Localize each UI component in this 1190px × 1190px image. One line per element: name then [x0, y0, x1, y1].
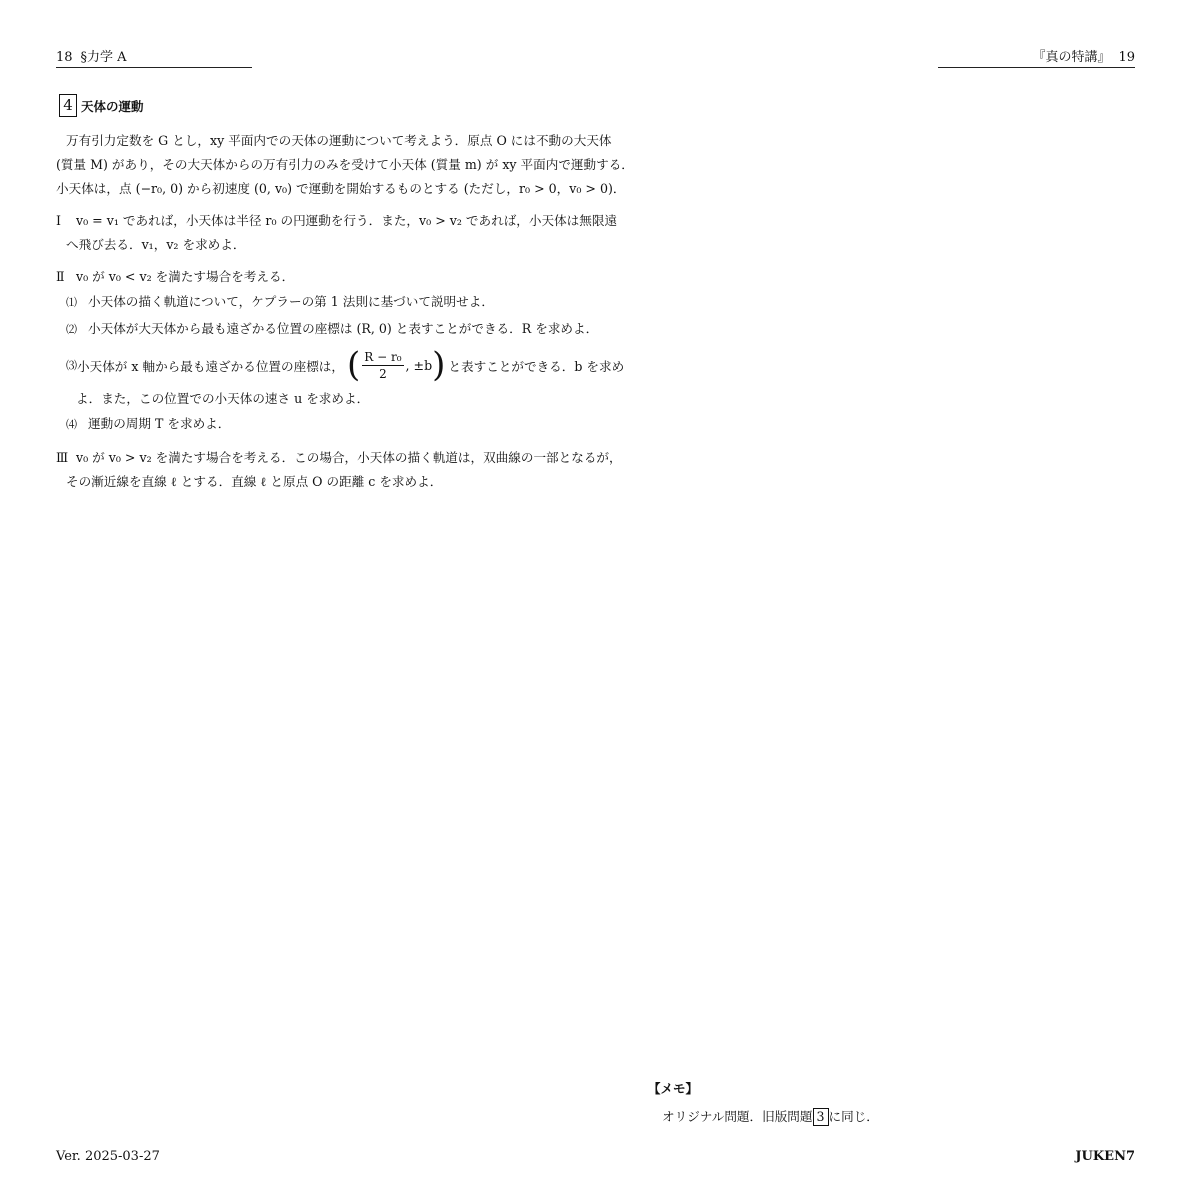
- memo-text-after: に同じ．: [828, 1109, 879, 1124]
- problem-number-box: 4: [59, 94, 77, 117]
- page-number-right: 19: [1118, 50, 1135, 65]
- question-label: Ⅰ: [56, 213, 61, 228]
- sub-label: ⑶: [66, 359, 77, 372]
- book-title: 『真の特講』: [1032, 50, 1111, 65]
- sub-question-3: [56, 343, 625, 387]
- section-title: §力学 A: [80, 50, 127, 65]
- question-1: [56, 209, 618, 257]
- memo-text: オリジナル問題．旧版問題: [662, 1109, 813, 1124]
- sub-label: ⑵: [66, 323, 77, 336]
- sub-text: 小天体が大天体から最も遠ざかる位置の座標は (R, 0) と表すことができる．R を求めよ．: [88, 321, 599, 336]
- question-text: v₀ が v₀ > v₂ を満たす場合を考える．この場合，小天体の描く軌道は，双曲線の一部となるが，: [76, 450, 622, 465]
- question-label: Ⅲ: [56, 450, 69, 465]
- header-left: [56, 50, 252, 68]
- problem-title-text: 天体の運動: [81, 98, 144, 114]
- sub-text: と表すことができる．b を求め: [448, 358, 625, 374]
- question-text-cont: その漸近線を直線 ℓ とする．直線 ℓ と原点 O の距離 c を求めよ．: [66, 474, 443, 489]
- memo-section: [648, 1080, 879, 1126]
- question-text: v₀ が v₀ < v₂ を満たす場合を考える．: [76, 269, 295, 284]
- coordinate-expression: [346, 345, 446, 385]
- fraction-denominator: 2: [379, 366, 387, 381]
- sub-question-3-cont: よ．また，この位置での小天体の速さ u を求めよ．: [76, 391, 370, 406]
- question-text-cont: へ飛び去る．v₁，v₂ を求めよ．: [66, 237, 246, 252]
- question-label: Ⅱ: [56, 269, 65, 284]
- coordinate-y: , ±b: [405, 357, 433, 373]
- question-text: v₀ = v₁ であれば，小天体は半径 r₀ の円運動を行う．また，v₀ > v₂ であれば，小天体は無限遠: [76, 213, 618, 228]
- intro-line: 万有引力定数を G とし，xy 平面内での天体の運動について考えよう．原点 O には不動の大天体: [66, 133, 612, 148]
- brand-label: JUKEN7: [1075, 1149, 1135, 1164]
- page-number-left: 18: [56, 50, 73, 65]
- question-3: [56, 446, 622, 494]
- problem-content: [56, 94, 634, 494]
- intro-line: (質量 M) があり，その大天体からの万有引力のみを受けて小天体 (質量 m) が xy 平面内で運動する．: [56, 157, 634, 172]
- sub-text: 小天体が x 軸から最も遠ざかる位置の座標は，: [77, 358, 344, 374]
- sub-question-2: [56, 316, 599, 343]
- sub-label: ⑷: [66, 418, 77, 431]
- sub-question-1: [56, 289, 546, 316]
- memo-problem-box: 3: [813, 1108, 829, 1126]
- version-label: Ver. 2025-03-27: [56, 1149, 160, 1164]
- problem-intro: [56, 129, 634, 201]
- fraction: [362, 349, 403, 382]
- left-paren: (: [346, 345, 361, 385]
- sub-label: ⑴: [66, 296, 77, 309]
- memo-title: 【メモ】: [648, 1081, 699, 1096]
- intro-line: 小天体は，点 (−r₀, 0) から初速度 (0, v₀) で運動を開始するものとする (ただし，r₀ > 0，v₀ > 0)．: [56, 181, 626, 196]
- sub-text: 運動の周期 T を求めよ．: [88, 416, 231, 431]
- sub-text: 小天体の描く軌道について，ケプラーの第 1 法則に基づいて説明せよ．: [88, 294, 494, 309]
- header-right: [938, 50, 1135, 68]
- right-paren: ): [432, 345, 446, 385]
- question-2: [56, 265, 625, 438]
- memo-body: [662, 1108, 879, 1126]
- problem-title: [59, 94, 546, 117]
- fraction-numerator: R − r₀: [364, 349, 402, 364]
- sub-question-4: [56, 411, 546, 438]
